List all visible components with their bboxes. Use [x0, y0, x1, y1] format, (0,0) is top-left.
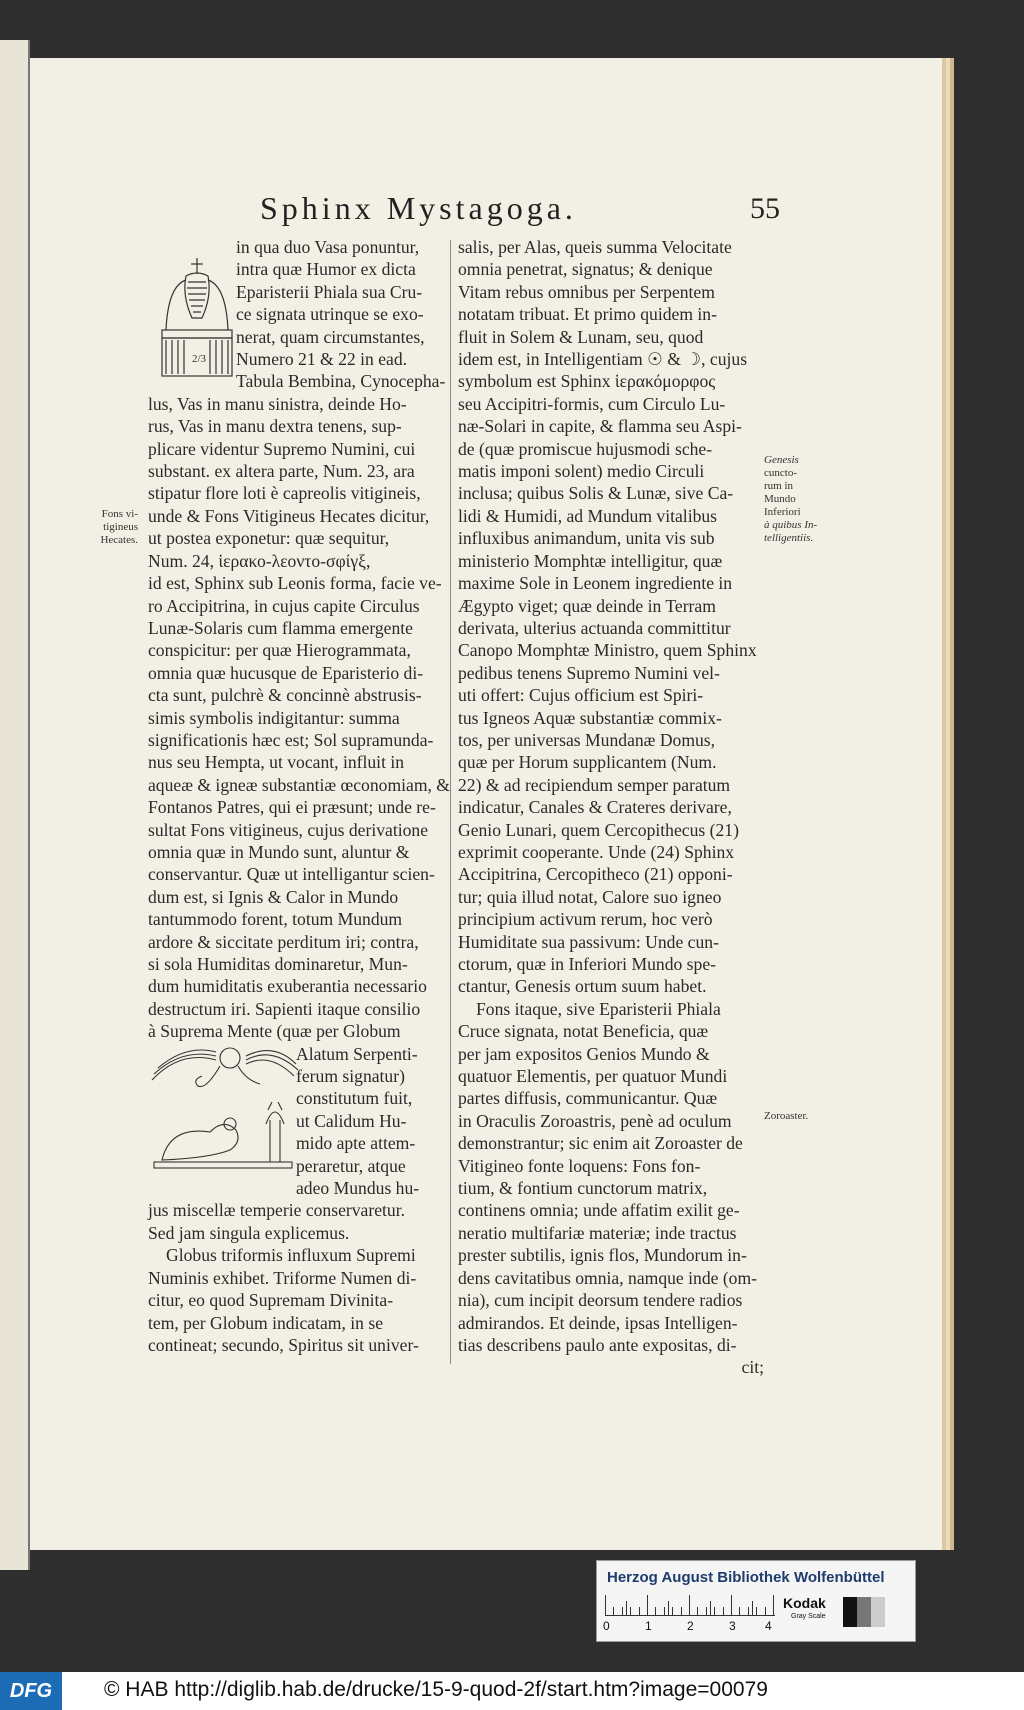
scale-label: 4 — [765, 1619, 772, 1633]
text-line: matis imponi solent) medio Circuli — [458, 461, 705, 482]
text-line: Sed jam singula explicemus. — [148, 1222, 350, 1243]
text-line: Humiditate sua passivum: Unde cun- — [458, 931, 719, 952]
text-line: ministerio Momphtæ intelligitur, quæ — [458, 550, 723, 571]
text-line: nerat, quam circumstantes, — [236, 326, 425, 347]
ruler-tick — [752, 1601, 753, 1615]
text-line: nia), cum incipit deorsum tendere radios — [458, 1290, 743, 1311]
text-line: in qua duo Vasa ponuntur, — [236, 237, 420, 257]
margin-note-zoroaster — [764, 1110, 834, 1123]
scale-label: 1 — [645, 1619, 652, 1633]
text-line: peraretur, atque — [296, 1155, 406, 1176]
scale-label: 3 — [729, 1619, 736, 1633]
text-line: exprimit cooperante. Unde (24) Sphinx — [458, 841, 735, 862]
ruler-tick — [639, 1607, 640, 1615]
ruler-tick — [773, 1595, 774, 1615]
text-line: quatuor Elementis, per quatuor Mundi — [458, 1066, 728, 1087]
text-line: adeo Mundus hu- — [296, 1178, 420, 1199]
text-line: rus, Vas in manu dextra tenens, sup- — [148, 416, 402, 437]
ruler-tick — [739, 1607, 740, 1615]
ruler-tick — [723, 1607, 724, 1615]
text-line: quæ per Horum supplicantem (Num. — [458, 752, 717, 773]
library-name: Herzog August Bibliothek Wolfenbüttel — [607, 1569, 885, 1586]
text-line: continens omnia; unde affatim exilit ge- — [458, 1200, 740, 1221]
text-line: pedibus tenens Supremo Numini vel- — [458, 662, 720, 683]
text-line: ardore & siccitate perditum iri; contra, — [148, 931, 419, 952]
adjacent-page-edge — [0, 40, 30, 1570]
ruler-tick — [622, 1607, 623, 1615]
text-line: conservantur. Quæ ut intelligantur scien- — [148, 864, 435, 885]
text-line: Fontanos Patres, qui ei præsunt; unde re- — [148, 797, 436, 818]
text-line: plicare videntur Supremo Numini, cui — [148, 438, 416, 459]
text-line: Accipitrina, Cercopitheco (21) opponi- — [458, 864, 733, 885]
running-title: Sphinx Mystagoga. — [260, 190, 577, 226]
ruler-tick — [714, 1607, 715, 1615]
text-line: tos, per universas Mundanæ Domus, — [458, 729, 716, 750]
ruler-tick — [647, 1595, 648, 1615]
text-line: in Oraculis Zoroastris, penè ad oculum — [458, 1110, 732, 1131]
scale-label: 2 — [687, 1619, 694, 1633]
text-line: principium activum rerum, hoc verò — [458, 909, 713, 930]
margin-note-line: tigineus — [103, 521, 138, 533]
scale-label: 0 — [603, 1619, 610, 1633]
text-line: dens cavitatibus omnia, namque inde (om- — [458, 1267, 758, 1288]
text-line: tem, per Globum indicatam, in se — [148, 1312, 384, 1333]
text-line: tur; quia illud notat, Calore suo igneo — [458, 886, 722, 907]
text-line: omnia penetrat, signatus; & denique — [458, 259, 713, 280]
margin-note-line: Hecates. — [100, 534, 138, 546]
text-line: de (quæ promiscue hujusmodi sche- — [458, 438, 713, 459]
text-line: cta sunt, pulchrè & concinnè abstrusis- — [148, 685, 422, 706]
text-line: omnia quæ in Mundo sunt, aluntur & — [148, 841, 410, 862]
ruler-tick — [731, 1595, 732, 1615]
text-line: fluit in Solem & Lunam, seu, quod — [458, 326, 704, 347]
kodak-logo: Kodak — [783, 1595, 826, 1611]
text-line: demonstrantur; sic enim ait Zoroaster de — [458, 1133, 743, 1154]
ruler-tick — [668, 1601, 669, 1615]
text-line: simis symbolis indigitantur: summa — [148, 707, 400, 728]
gray-patch — [871, 1597, 885, 1627]
ruler-tick — [626, 1601, 627, 1615]
text-line: maxime Sole in Leonem ingrediente in — [458, 573, 733, 594]
text-line: ctantur, Genesis ortum suum habet. — [458, 976, 707, 997]
left-column — [148, 236, 450, 1356]
text-line: stipatur flore loti è capreolis vitigineis, — [148, 483, 421, 504]
right-column — [458, 236, 764, 1379]
ruler-tick — [672, 1607, 673, 1615]
text-line: nus seu Hempta, ut vocant, influit in — [148, 752, 405, 773]
text-line: conspicitur: per quæ Hierogrammata, — [148, 640, 411, 661]
text-line: uti offert: Cujus officium est Spiri- — [458, 685, 704, 706]
text-line: dum est, si Ignis & Calor in Mundo — [148, 886, 399, 907]
page-number: 55 — [750, 192, 780, 225]
text-line: jus miscellæ temperie conservaretur. — [148, 1200, 405, 1221]
margin-note-line: cuncto- — [764, 467, 797, 479]
text-line: indicatur, Canales & Crateres derivare, — [458, 797, 732, 818]
text-line: Eparisterii Phiala sua Cru- — [236, 281, 423, 302]
ruler-tick — [681, 1607, 682, 1615]
margin-note-line: Genesis — [764, 454, 799, 466]
margin-note-line: à quibus In- — [764, 519, 818, 531]
text-line: aqueæ & igneæ substantiæ œconomiam, & — [148, 774, 450, 795]
text-line: Genio Lunari, quem Cercopithecus (21) — [458, 819, 739, 840]
ruler-tick — [655, 1607, 656, 1615]
margin-note-line: Inferiori — [764, 506, 801, 518]
text-line: tus Igneos Aquæ substantiæ commix- — [458, 707, 722, 728]
margin-note-line: Zoroaster. — [764, 1110, 809, 1122]
ruler-tick — [710, 1601, 711, 1615]
text-line: id est, Sphinx sub Leonis forma, facie ve- — [148, 573, 442, 594]
text-line: partes diffusis, communicantur. Quæ — [458, 1088, 718, 1109]
figure-label: 2/3 — [192, 353, 207, 365]
text-line: mido apte attem- — [296, 1133, 416, 1154]
margin-note-line: telligentiis. — [764, 532, 814, 544]
text-line: unde & Fons Vitigineus Hecates dicitur, — [148, 505, 430, 526]
text-line: Vitam rebus omnibus per Serpentem — [458, 281, 715, 302]
text-line: si sola Humiditas dominaretur, Mun- — [148, 954, 408, 974]
margin-note-line: rum in — [764, 480, 794, 492]
text-line: notatam tribuat. Et primo quidem in- — [458, 304, 717, 325]
ruler-tick — [613, 1607, 614, 1615]
text-line: Tabula Bembina, Cynocepha- — [236, 371, 446, 392]
text-line: neratio multifariæ materiæ; inde tractus — [458, 1222, 737, 1243]
text-line: Canopo Momphtæ Ministro, quem Sphinx — [458, 640, 757, 661]
footer-credit: © HAB http://diglib.hab.de/drucke/15-9-quod-2f/start.htm?image=00079 — [104, 1678, 768, 1701]
text-line: intra quæ Humor ex dicta — [236, 259, 416, 280]
margin-note-line: Mundo — [764, 493, 796, 505]
text-line: salis, per Alas, queis summa Velocitate — [458, 237, 732, 257]
text-line: ferum signatur) — [296, 1066, 405, 1087]
text-line: omnia quæ hucusque de Eparisterio di- — [148, 662, 424, 683]
text-line: derivata, ulterius actuanda committitur — [458, 617, 731, 638]
ruler-tick — [706, 1607, 707, 1615]
ruler-tick — [664, 1607, 665, 1615]
text-line: næ-Solari in capite, & flamma seu Aspi- — [458, 416, 742, 437]
text-line: constitutum fuit, — [296, 1088, 413, 1109]
dfg-logo: DFG — [0, 1672, 62, 1710]
text-line: contineat; secundo, Spiritus sit univer- — [148, 1334, 419, 1355]
text-line: ut postea exponetur: quæ sequitur, — [148, 528, 390, 549]
text-line: destructum iri. Sapienti itaque consilio — [148, 998, 421, 1019]
ruler-tick — [765, 1607, 766, 1615]
text-line: lus, Vas in manu sinistra, deinde Ho- — [148, 393, 407, 414]
text-line: citur, eo quod Supremam Divinita- — [148, 1290, 394, 1311]
ruler-tick — [748, 1607, 749, 1615]
ruler-tick — [756, 1607, 757, 1615]
text-line: admirandos. Et deinde, ipsas Intelligen- — [458, 1312, 738, 1333]
text-line: lidi & Humidi, ad Mundum vitalibus — [458, 505, 718, 526]
footer-bar — [0, 1672, 1024, 1710]
text-line: idem est, in Intelligentiam ☉ & ☽, cujus — [458, 349, 748, 370]
text-line: Globus triformis influxum Supremi — [166, 1245, 416, 1266]
text-line: influxibus animandum, unita vis sub — [458, 528, 715, 549]
text-line: tantummodo forent, totum Mundum — [148, 909, 403, 930]
text-line: Numero 21 & 22 in ead. — [236, 349, 408, 370]
text-line: Lunæ-Solaris cum flamma emergente — [148, 617, 413, 638]
ruler-tick — [630, 1607, 631, 1615]
text-line: cit; — [741, 1357, 764, 1378]
text-line: dum humiditatis exuberantia necessario — [148, 976, 427, 997]
text-line: prester subtilis, ignis flos, Mundorum in- — [458, 1245, 747, 1266]
ruler-tick — [697, 1607, 698, 1615]
gray-patch — [857, 1597, 871, 1627]
text-line: Ægypto viget; quæ deinde in Terram — [458, 595, 716, 616]
text-line: ctorum, quæ in Inferiori Mundo spe- — [458, 954, 716, 974]
margin-note-fons — [86, 508, 138, 547]
column-divider — [450, 240, 451, 1364]
ruler-scale — [605, 1595, 775, 1616]
text-line: per jam expositos Genios Mundo & — [458, 1043, 710, 1064]
text-line: à Suprema Mente (quæ per Globum — [148, 1021, 401, 1042]
ruler-tick — [689, 1595, 690, 1615]
text-line: sultat Fons vitigineus, cujus derivatione — [148, 819, 429, 840]
text-line: ce signata utrinque se exo- — [236, 304, 424, 325]
text-line: significationis hæc est; Sol supramunda- — [148, 729, 434, 750]
text-line: 22) & ad recipiendum semper paratum — [458, 774, 731, 795]
text-line: symbolum est Sphinx ἱερακόμορφος — [458, 371, 716, 392]
text-line: Numinis exhibet. Triforme Numen di- — [148, 1267, 417, 1288]
text-line: Vitigineo fonte loquens: Fons fon- — [458, 1155, 701, 1176]
margin-note-genesis — [764, 454, 822, 545]
text-line: Cruce signata, notat Beneficia, quæ — [458, 1021, 709, 1042]
gray-scale-label: Gray Scale — [791, 1613, 826, 1620]
text-line: inclusa; quibus Solis & Lunæ, sive Ca- — [458, 483, 734, 504]
text-line: Fons itaque, sive Eparisterii Phiala — [476, 998, 721, 1019]
ruler-tick — [605, 1595, 606, 1615]
text-line: ro Accipitrina, in cujus capite Circulus — [148, 595, 420, 616]
gray-patch — [843, 1597, 857, 1627]
text-line: tium, & fontium cunctorum matrix, — [458, 1178, 708, 1199]
text-line: Alatum Serpenti- — [296, 1043, 418, 1064]
text-line: tias describens paulo ante expositas, di- — [458, 1334, 737, 1355]
text-line: ut Calidum Hu- — [296, 1110, 407, 1131]
text-line: substant. ex altera parte, Num. 23, ara — [148, 461, 415, 482]
margin-note-line: Fons vi- — [101, 508, 138, 520]
text-line: Num. 24, ἱερακο-λεοντο-σφίγξ, — [148, 550, 371, 571]
library-color-chart — [596, 1560, 916, 1642]
text-line: seu Accipitri-formis, cum Circulo Lu- — [458, 393, 726, 414]
running-head — [260, 190, 780, 236]
